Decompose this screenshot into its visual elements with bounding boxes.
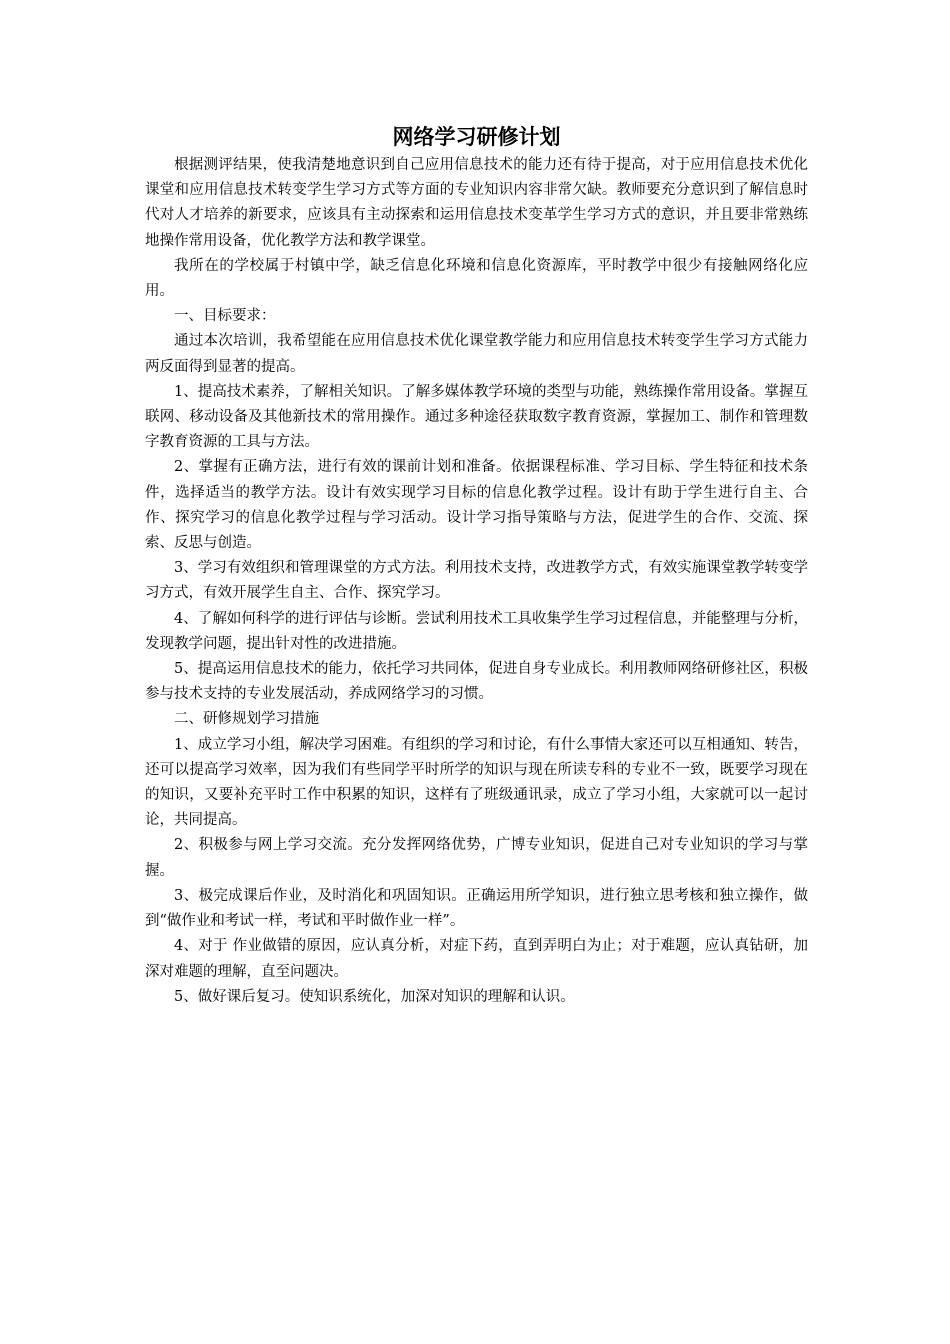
document-title: 网络学习研修计划 (392, 124, 561, 149)
goal-item-3: 3、学习有效组织和管理课堂的方式方法。利用技术支持，改进教学方式，有效实施课堂教学转变学习方式，有效开展学生自主、合作、探究学习。 (145, 560, 808, 602)
measure-item-2: 2、积极参与网上学习交流。充分发挥网络优势，广博专业知识，促进自己对专业知识的学习与掌握。 (145, 837, 808, 879)
document-page (145, 122, 808, 1010)
section-heading-goals: 一、目标要求： (174, 308, 276, 325)
measure-item-5: 5、做好课后复习。使知识系统化，加深对知识的理解和认识。 (174, 988, 575, 1005)
measure-item-4: 4、对于 作业做错的原因，应认真分析，对症下药，直到弄明白为止；对于难题，应认真钻研，加深对难题的理解，直至问题决。 (145, 938, 808, 980)
section-heading-measures: 二、研修规划学习措施 (174, 711, 319, 728)
goal-item-4: 4、了解如何科学的进行评估与诊断。尝试利用技术工具收集学生学习过程信息，并能整理与分析，发现教学问题，提出针对性的改进措施。 (145, 610, 808, 652)
goal-item-1: 1、提高技术素养，了解相关知识。了解多媒体教学环境的类型与功能，熟练操作常用设备。掌握互联网、移动设备及其他新技术的常用操作。通过多种途径获取数字教育资源，掌握加工、制作和管理数字教育资源的工具与方法。 (145, 383, 808, 451)
goal-item-2: 2、掌握有正确方法，进行有效的课前计划和准备。依据课程标准、学习目标、学生特征和技术条件，选择适当的教学方法。设计有效实现学习目标的信息化教学过程。设计有助于学生进行自主、合作、探究学习的信息化教学过程与学习活动。设计学习指导策略与方法，促进学生的合作、交流、探索、反思与创造。 (145, 459, 808, 552)
measure-item-1: 1、成立学习小组，解决学习困难。有组织的学习和讨论，有什么事情大家还可以互相通知、转告，还可以提高学习效率，因为我们有些同学平时所学的知识与现在所读专科的专业不一致，既要学习现在的知识，又要补充平时工作中积累的知识，这样有了班级通讯录，成立了学习小组，大家就可以一起讨论，共同提高。 (145, 736, 808, 829)
goal-item-5: 5、提高运用信息技术的能力，依托学习共同体，促进自身专业成长。利用教师网络研修社区，积极参与技术支持的专业发展活动，养成网络学习的习惯。 (145, 661, 808, 703)
measure-item-3: 3、极完成课后作业，及时消化和巩固知识。正确运用所学知识，进行独立思考核和独立操作，做到“做作业和考试一样，考试和平时做作业一样”。 (145, 887, 808, 930)
paragraph-school-context: 我所在的学校属于村镇中学，缺乏信息化环境和信息化资源库，平时教学中很少有接触网络化应用。 (145, 257, 808, 300)
paragraph-goals-intro: 通过本次培训，我希望能在应用信息技术优化课堂教学能力和应用信息技术转变学生学习方式能力两反面得到显著的提高。 (145, 333, 808, 375)
paragraph-intro: 根据测评结果，使我清楚地意识到自己应用信息技术的能力还有待于提高，对于应用信息技术优化课堂和应用信息技术转变学生学习方式等方面的专业知识内容非常欠缺。教师要充分意识到了解信息时代对人才培养的新要求，应该具有主动探索和运用信息技术变革学生学习方式的意识，并且要非常熟练地操作常用设备，优化教学方法和教学课堂。 (145, 157, 808, 249)
